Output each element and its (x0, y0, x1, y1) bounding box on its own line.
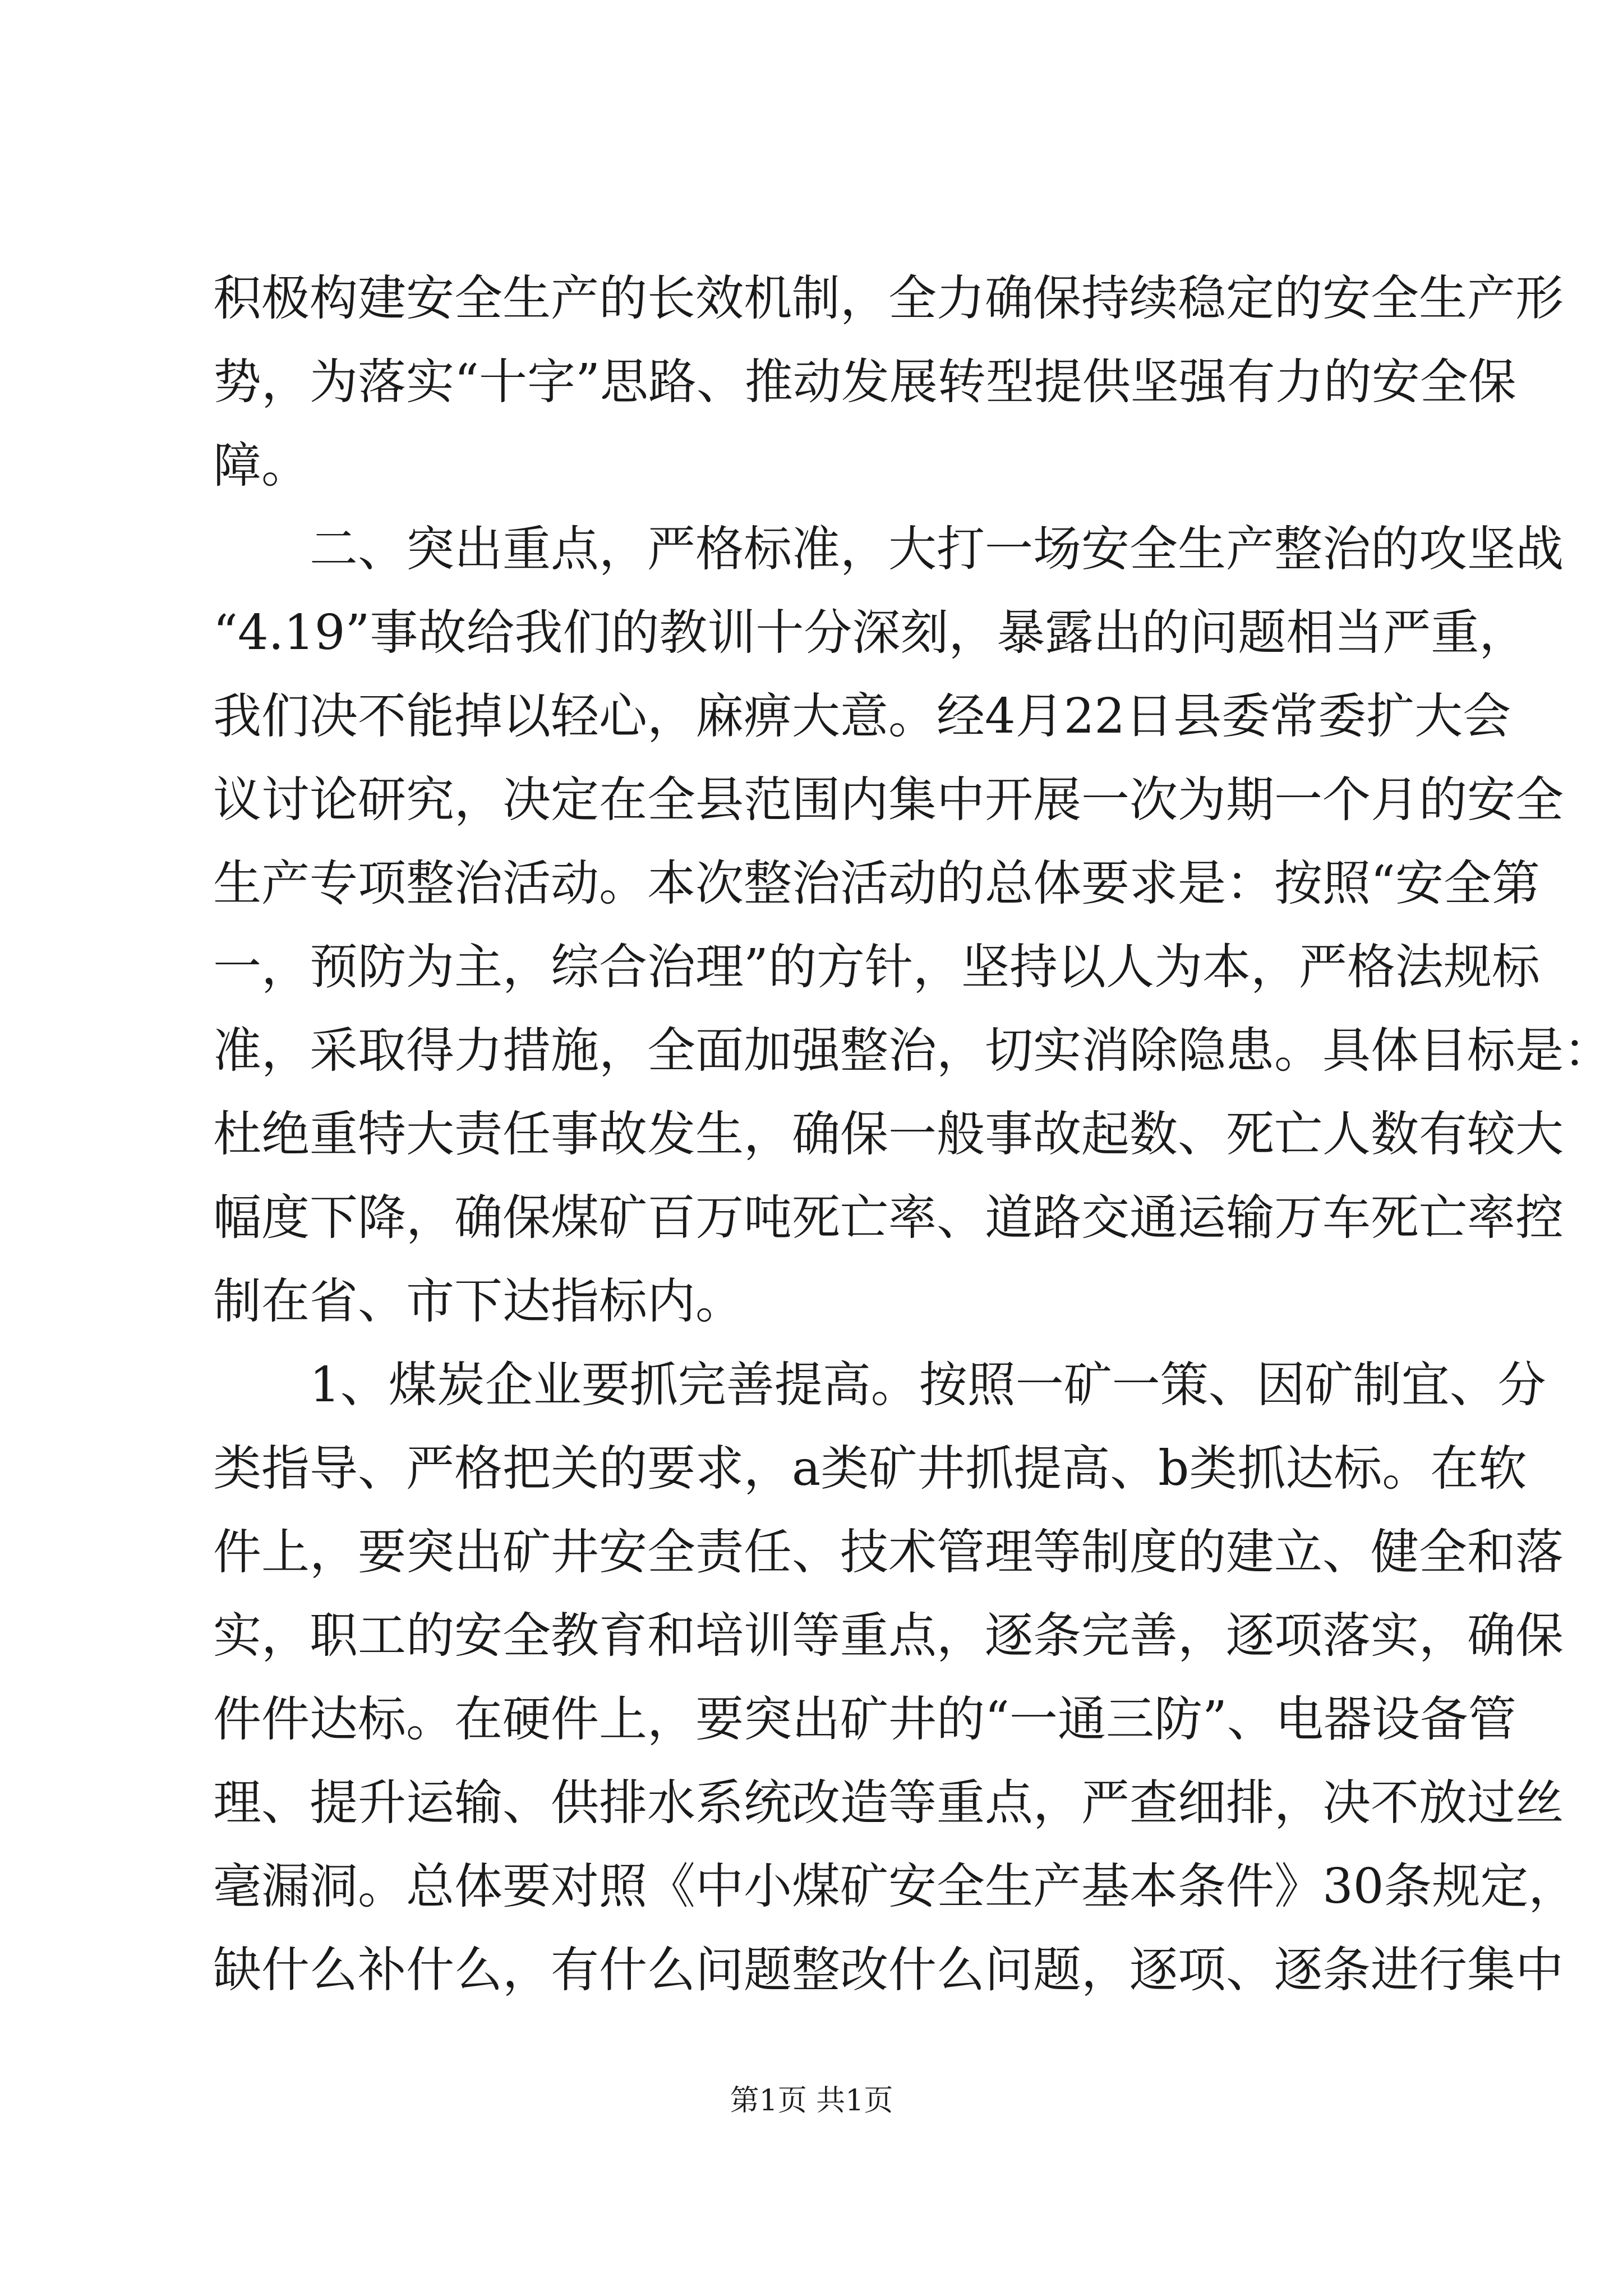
text-line: 准，采取得力措施，全面加强整治，切实消除隐患。具体目标是： (213, 1023, 1612, 1079)
text-line: 实，职工的安全教育和培训等重点，逐条完善，逐项落实，确保 (213, 1608, 1564, 1664)
text-line: 件上，要突出矿井安全责任、技术管理等制度的建立、健全和落 (213, 1524, 1564, 1580)
text-line: 件件达标。在硬件上，要突出矿井的“一通三防”、电器设备管 (213, 1691, 1516, 1747)
text-line: 1、煤炭企业要抓完善提高。按照一矿一策、因矿制宜、分 (310, 1357, 1546, 1413)
page-number: 第1页 共1页 (730, 2084, 893, 2118)
page-footer (0, 2084, 1623, 2118)
text-line: 类指导、严格把关的要求，a类矿井抓提高、b类抓达标。在软 (213, 1441, 1527, 1497)
text-line: 议讨论研究，决定在全县范围内集中开展一次为期一个月的安全 (213, 772, 1564, 828)
text-line: “4.19”事故给我们的教训十分深刻，暴露出的问题相当严重， (213, 605, 1528, 661)
text-line: 缺什么补什么，有什么问题整改什么问题，逐项、逐条进行集中 (213, 1942, 1564, 1998)
text-line: 障。 (213, 438, 310, 494)
section-heading: 二、突出重点，严格标准，大打一场安全生产整治的攻坚战 (310, 521, 1564, 577)
document-body (213, 257, 1612, 2012)
text-line: 我们决不能掉以轻心，麻痹大意。经4月22日县委常委扩大会 (213, 688, 1511, 744)
text-line: 一，预防为主，综合治理”的方针，坚持以人为本，严格法规标 (213, 939, 1540, 995)
text-line: 理、提升运输、供排水系统改造等重点，严查细排，决不放过丝 (213, 1775, 1564, 1831)
text-line: 势，为落实“十字”思路、推动发展转型提供坚强有力的安全保 (213, 354, 1516, 410)
text-line: 幅度下降，确保煤矿百万吨死亡率、道路交通运输万车死亡率控 (213, 1190, 1564, 1246)
text-line: 生产专项整治活动。本次整治活动的总体要求是：按照“安全第 (213, 855, 1540, 912)
text-line: 制在省、市下达指标内。 (213, 1273, 744, 1329)
text-line: 积极构建安全生产的长效机制，全力确保持续稳定的安全生产形 (213, 270, 1564, 326)
text-line: 杜绝重特大责任事故发生，确保一般事故起数、死亡人数有较大 (213, 1106, 1564, 1162)
text-line: 毫漏洞。总体要对照《中小煤矿安全生产基本条件》30条规定， (213, 1858, 1577, 1915)
